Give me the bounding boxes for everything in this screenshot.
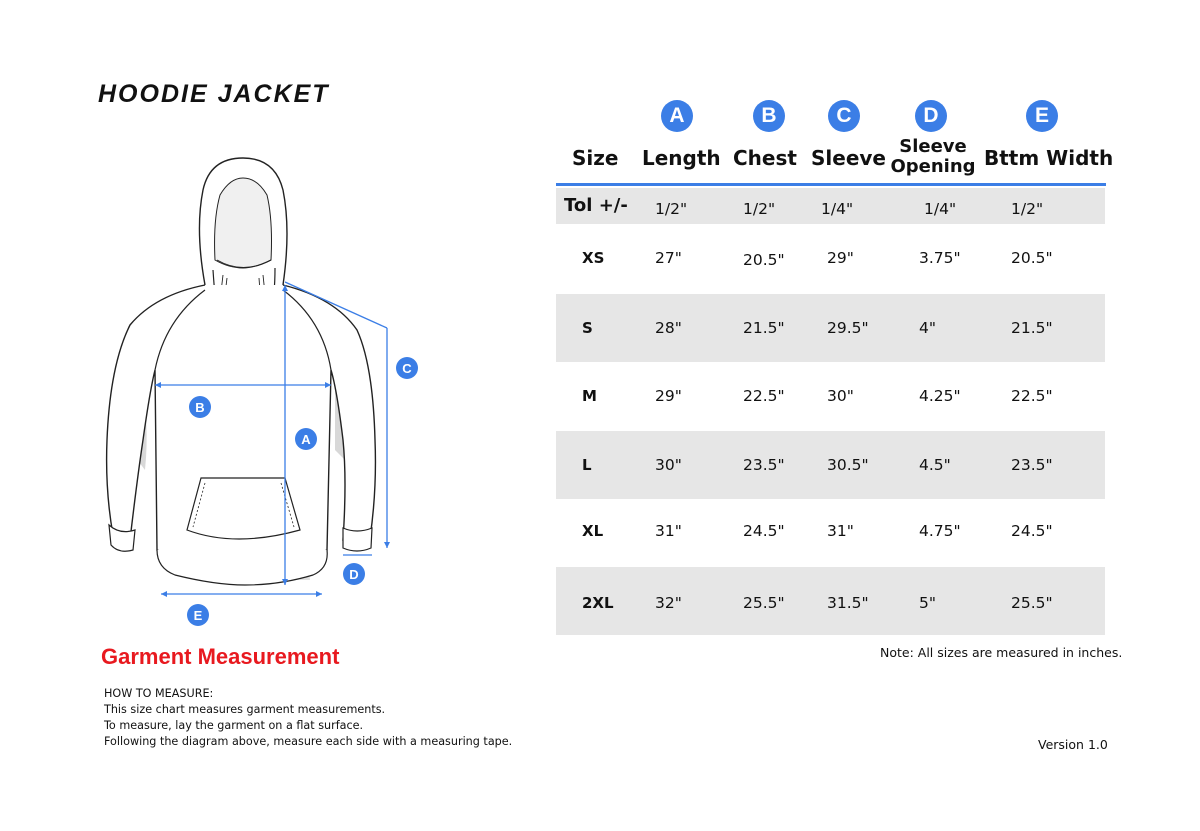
chest-cell: 24.5" [743,522,785,540]
column-header-sleeve-opening: Sleeve Opening [890,136,976,177]
chest-cell: 21.5" [743,319,785,337]
svg-text:B: B [195,400,205,415]
column-letter-b: B [753,100,785,132]
table-row [556,567,1105,635]
sleeve-opening-cell: 4" [919,319,936,337]
label-d-badge [343,563,365,585]
svg-text:C: C [402,361,412,376]
table-row [556,362,1105,431]
bottom-width-cell: 22.5" [1011,387,1053,405]
column-letter-e: E [1026,100,1058,132]
sleeve-cell: 29.5" [827,319,869,337]
column-header-size: Size [572,146,619,170]
bottom-width-cell: 24.5" [1011,522,1053,540]
size-cell: L [582,456,592,474]
bottom-width-cell: 25.5" [1011,594,1053,612]
hoodie-diagram [95,150,435,640]
sleeve-opening-cell: 4.75" [919,522,961,540]
sleeve-cell: 31.5" [827,594,869,612]
how-to-line: Following the diagram above, measure each side with a measuring tape. [104,735,513,748]
chest-cell: 25.5" [743,594,785,612]
chest-cell: 23.5" [743,456,785,474]
column-header-sleeve: Sleeve [811,146,886,170]
length-cell: 29" [655,387,682,405]
sleeve-opening-cell: 3.75" [919,249,961,267]
length-cell: 31" [655,522,682,540]
bottom-width-cell: 20.5" [1011,249,1053,267]
size-cell: XS [582,249,605,267]
table-row [556,431,1105,499]
column-header-bottom-width: Bttm Width [984,146,1114,170]
size-cell: M [582,387,597,405]
column-header-length: Length [642,146,721,170]
column-letter-a: A [661,100,693,132]
svg-text:E: E [193,608,203,623]
table-row [556,224,1105,294]
svg-text:A: A [301,432,311,447]
tolerance-row [556,188,1105,224]
label-b-badge [189,396,211,418]
label-a-badge [295,428,317,450]
length-cell: 30" [655,456,682,474]
version-label: Version 1.0 [1038,737,1108,752]
sleeve-cell: 31" [827,522,854,540]
sleeve-opening-cell: 4.5" [919,456,951,474]
size-cell: XL [582,522,604,540]
sleeve-opening-cell: 4.25" [919,387,961,405]
size-cell: 2XL [582,594,614,612]
sleeve-cell: 29" [827,249,854,267]
inches-note: Note: All sizes are measured in inches. [880,645,1123,660]
how-to-line: This size chart measures garment measurements. [104,703,386,716]
table-row [556,499,1105,567]
chest-cell: 20.5" [743,251,785,269]
size-cell: S [582,319,593,337]
header-divider [556,183,1106,186]
sleeve-cell: 30" [827,387,854,405]
label-c-badge [396,357,418,379]
tolerance-label: Tol +/- [564,195,628,216]
column-header-chest: Chest [733,146,797,170]
how-to-line: To measure, lay the garment on a flat surface. [104,719,364,732]
page-title: HOODIE JACKET [98,80,330,108]
bottom-width-cell: 23.5" [1011,456,1053,474]
how-to-line: HOW TO MEASURE: [104,687,214,700]
tolerance-length: 1/2" [655,200,688,218]
column-letter-d: D [915,100,947,132]
chest-cell: 22.5" [743,387,785,405]
bottom-width-cell: 21.5" [1011,319,1053,337]
tolerance-chest: 1/2" [743,200,776,218]
column-letter-c: C [828,100,860,132]
label-e-badge [187,604,209,626]
tolerance-sleeve: 1/4" [821,200,854,218]
tolerance-sleeve-opening: 1/4" [924,200,957,218]
length-cell: 27" [655,249,682,267]
tolerance-bottom-width: 1/2" [1011,200,1044,218]
table-row [556,294,1105,362]
sleeve-cell: 30.5" [827,456,869,474]
how-to-measure-text [104,686,512,750]
garment-measurement-title: Garment Measurement [101,644,340,669]
length-cell: 32" [655,594,682,612]
sleeve-opening-cell: 5" [919,594,936,612]
svg-text:D: D [349,567,359,582]
length-cell: 28" [655,319,682,337]
